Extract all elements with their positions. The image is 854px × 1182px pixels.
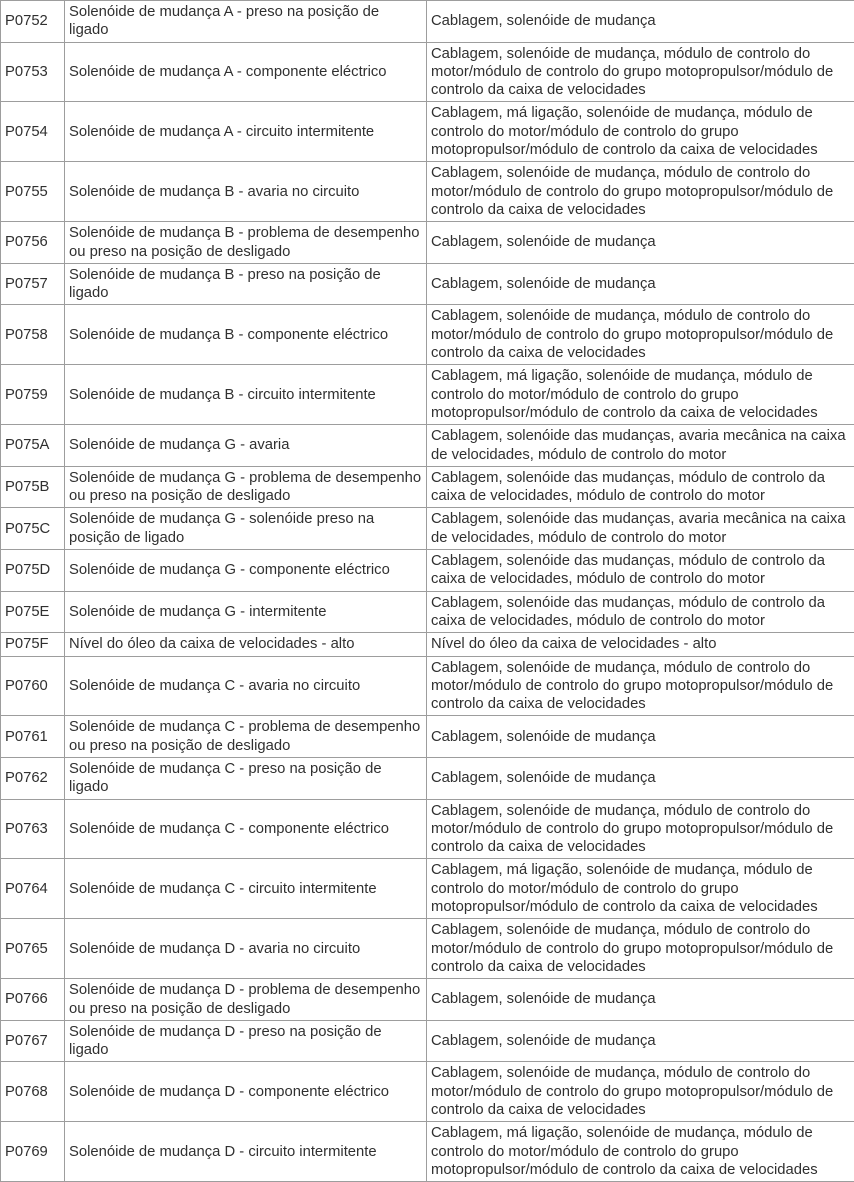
- dtc-causes-cell: Cablagem, solenóide de mudança: [427, 757, 854, 799]
- dtc-description-cell: Solenóide de mudança C - preso na posição de ligado: [65, 757, 427, 799]
- dtc-description-cell: Solenóide de mudança D - avaria no circuito: [65, 919, 427, 979]
- table-row: [1, 633, 854, 656]
- table-row: [1, 716, 854, 758]
- table-row: [1, 979, 854, 1021]
- dtc-code-cell: P075C: [1, 508, 65, 550]
- table-row: [1, 365, 854, 425]
- dtc-description-cell: Solenóide de mudança B - avaria no circuito: [65, 162, 427, 222]
- dtc-causes-cell: Cablagem, solenóide de mudança: [427, 222, 854, 264]
- dtc-code-cell: P0763: [1, 799, 65, 859]
- table-row: [1, 1062, 854, 1122]
- dtc-causes-cell: Cablagem, solenóide de mudança, módulo de controlo do motor/módulo de controlo do grupo motopropulsor/módulo de controlo da caixa de velocidades: [427, 162, 854, 222]
- dtc-code-cell: P0760: [1, 656, 65, 716]
- dtc-code-cell: P075D: [1, 550, 65, 592]
- table-row: [1, 1020, 854, 1062]
- table-row: [1, 305, 854, 365]
- table-row: [1, 591, 854, 633]
- dtc-description-cell: Solenóide de mudança A - circuito intermitente: [65, 102, 427, 162]
- table-row: [1, 162, 854, 222]
- dtc-causes-cell: Cablagem, má ligação, solenóide de mudança, módulo de controlo do motor/módulo de controlo do grupo motopropulsor/módulo de controlo da caixa de velocidades: [427, 365, 854, 425]
- dtc-description-cell: Solenóide de mudança B - preso na posição de ligado: [65, 263, 427, 305]
- table-row: [1, 799, 854, 859]
- dtc-description-cell: Solenóide de mudança B - problema de desempenho ou preso na posição de desligado: [65, 222, 427, 264]
- dtc-causes-cell: Cablagem, solenóide das mudanças, avaria mecânica na caixa de velocidades, módulo de controlo do motor: [427, 425, 854, 467]
- dtc-description-cell: Solenóide de mudança C - avaria no circuito: [65, 656, 427, 716]
- dtc-description-cell: Solenóide de mudança B - circuito intermitente: [65, 365, 427, 425]
- table-row: [1, 859, 854, 919]
- dtc-code-cell: P0766: [1, 979, 65, 1021]
- dtc-causes-cell: Cablagem, solenóide de mudança: [427, 263, 854, 305]
- dtc-causes-cell: Cablagem, solenóide de mudança, módulo de controlo do motor/módulo de controlo do grupo motopropulsor/módulo de controlo da caixa de velocidades: [427, 919, 854, 979]
- dtc-code-cell: P0762: [1, 757, 65, 799]
- dtc-code-cell: P0764: [1, 859, 65, 919]
- table-row: [1, 508, 854, 550]
- dtc-causes-cell: Cablagem, má ligação, solenóide de mudança, módulo de controlo do motor/módulo de controlo do grupo motopropulsor/módulo de controlo da caixa de velocidades: [427, 1122, 854, 1182]
- dtc-code-cell: P0769: [1, 1122, 65, 1182]
- dtc-code-cell: P0768: [1, 1062, 65, 1122]
- dtc-description-cell: Solenóide de mudança C - componente eléctrico: [65, 799, 427, 859]
- dtc-causes-cell: Cablagem, solenóide de mudança, módulo de controlo do motor/módulo de controlo do grupo motopropulsor/módulo de controlo da caixa de velocidades: [427, 42, 854, 102]
- dtc-code-cell: P0765: [1, 919, 65, 979]
- table-row: [1, 102, 854, 162]
- dtc-description-cell: Solenóide de mudança D - componente eléctrico: [65, 1062, 427, 1122]
- dtc-causes-cell: Cablagem, solenóide das mudanças, módulo de controlo da caixa de velocidades, módulo de controlo do motor: [427, 466, 854, 508]
- dtc-code-cell: P0767: [1, 1020, 65, 1062]
- dtc-description-cell: Solenóide de mudança C - circuito intermitente: [65, 859, 427, 919]
- table-row: [1, 1122, 854, 1182]
- dtc-causes-cell: Cablagem, solenóide das mudanças, módulo de controlo da caixa de velocidades, módulo de controlo do motor: [427, 550, 854, 592]
- dtc-description-cell: Solenóide de mudança G - solenóide preso na posição de ligado: [65, 508, 427, 550]
- dtc-causes-cell: Cablagem, solenóide das mudanças, avaria mecânica na caixa de velocidades, módulo de controlo do motor: [427, 508, 854, 550]
- dtc-code-cell: P075F: [1, 633, 65, 656]
- table-row: [1, 222, 854, 264]
- dtc-causes-cell: Cablagem, solenóide de mudança: [427, 1, 854, 43]
- dtc-code-cell: P0754: [1, 102, 65, 162]
- table-row: [1, 1, 854, 43]
- dtc-causes-cell: Cablagem, solenóide de mudança, módulo de controlo do motor/módulo de controlo do grupo motopropulsor/módulo de controlo da caixa de velocidades: [427, 1062, 854, 1122]
- table-row: [1, 466, 854, 508]
- dtc-code-cell: P0755: [1, 162, 65, 222]
- dtc-causes-cell: Cablagem, solenóide de mudança, módulo de controlo do motor/módulo de controlo do grupo motopropulsor/módulo de controlo da caixa de velocidades: [427, 305, 854, 365]
- table-row: [1, 425, 854, 467]
- dtc-description-cell: Solenóide de mudança G - avaria: [65, 425, 427, 467]
- dtc-causes-cell: Cablagem, solenóide de mudança: [427, 716, 854, 758]
- dtc-code-cell: P0752: [1, 1, 65, 43]
- dtc-description-cell: Solenóide de mudança G - intermitente: [65, 591, 427, 633]
- dtc-description-cell: Nível do óleo da caixa de velocidades - alto: [65, 633, 427, 656]
- dtc-causes-cell: Cablagem, má ligação, solenóide de mudança, módulo de controlo do motor/módulo de controlo do grupo motopropulsor/módulo de controlo da caixa de velocidades: [427, 859, 854, 919]
- dtc-code-cell: P0753: [1, 42, 65, 102]
- dtc-code-cell: P075A: [1, 425, 65, 467]
- dtc-causes-cell: Cablagem, solenóide de mudança: [427, 979, 854, 1021]
- dtc-table-body: [1, 1, 854, 1182]
- dtc-description-cell: Solenóide de mudança C - problema de desempenho ou preso na posição de desligado: [65, 716, 427, 758]
- dtc-causes-cell: Nível do óleo da caixa de velocidades - alto: [427, 633, 854, 656]
- dtc-causes-cell: Cablagem, solenóide de mudança: [427, 1020, 854, 1062]
- dtc-causes-cell: Cablagem, solenóide de mudança, módulo de controlo do motor/módulo de controlo do grupo motopropulsor/módulo de controlo da caixa de velocidades: [427, 799, 854, 859]
- dtc-description-cell: Solenóide de mudança D - preso na posição de ligado: [65, 1020, 427, 1062]
- dtc-code-cell: P0758: [1, 305, 65, 365]
- table-row: [1, 42, 854, 102]
- dtc-description-cell: Solenóide de mudança D - problema de desempenho ou preso na posição de desligado: [65, 979, 427, 1021]
- table-row: [1, 656, 854, 716]
- dtc-code-cell: P075E: [1, 591, 65, 633]
- dtc-causes-cell: Cablagem, solenóide de mudança, módulo de controlo do motor/módulo de controlo do grupo motopropulsor/módulo de controlo da caixa de velocidades: [427, 656, 854, 716]
- table-row: [1, 263, 854, 305]
- dtc-description-cell: Solenóide de mudança A - componente eléctrico: [65, 42, 427, 102]
- table-row: [1, 550, 854, 592]
- dtc-description-cell: Solenóide de mudança G - componente eléctrico: [65, 550, 427, 592]
- dtc-description-cell: Solenóide de mudança B - componente eléctrico: [65, 305, 427, 365]
- dtc-code-cell: P075B: [1, 466, 65, 508]
- dtc-description-cell: Solenóide de mudança A - preso na posição de ligado: [65, 1, 427, 43]
- table-row: [1, 757, 854, 799]
- dtc-causes-cell: Cablagem, má ligação, solenóide de mudança, módulo de controlo do motor/módulo de controlo do grupo motopropulsor/módulo de controlo da caixa de velocidades: [427, 102, 854, 162]
- dtc-code-cell: P0756: [1, 222, 65, 264]
- dtc-description-cell: Solenóide de mudança D - circuito intermitente: [65, 1122, 427, 1182]
- dtc-code-cell: P0757: [1, 263, 65, 305]
- dtc-code-cell: P0759: [1, 365, 65, 425]
- table-row: [1, 919, 854, 979]
- dtc-causes-cell: Cablagem, solenóide das mudanças, módulo de controlo da caixa de velocidades, módulo de controlo do motor: [427, 591, 854, 633]
- dtc-description-cell: Solenóide de mudança G - problema de desempenho ou preso na posição de desligado: [65, 466, 427, 508]
- dtc-code-cell: P0761: [1, 716, 65, 758]
